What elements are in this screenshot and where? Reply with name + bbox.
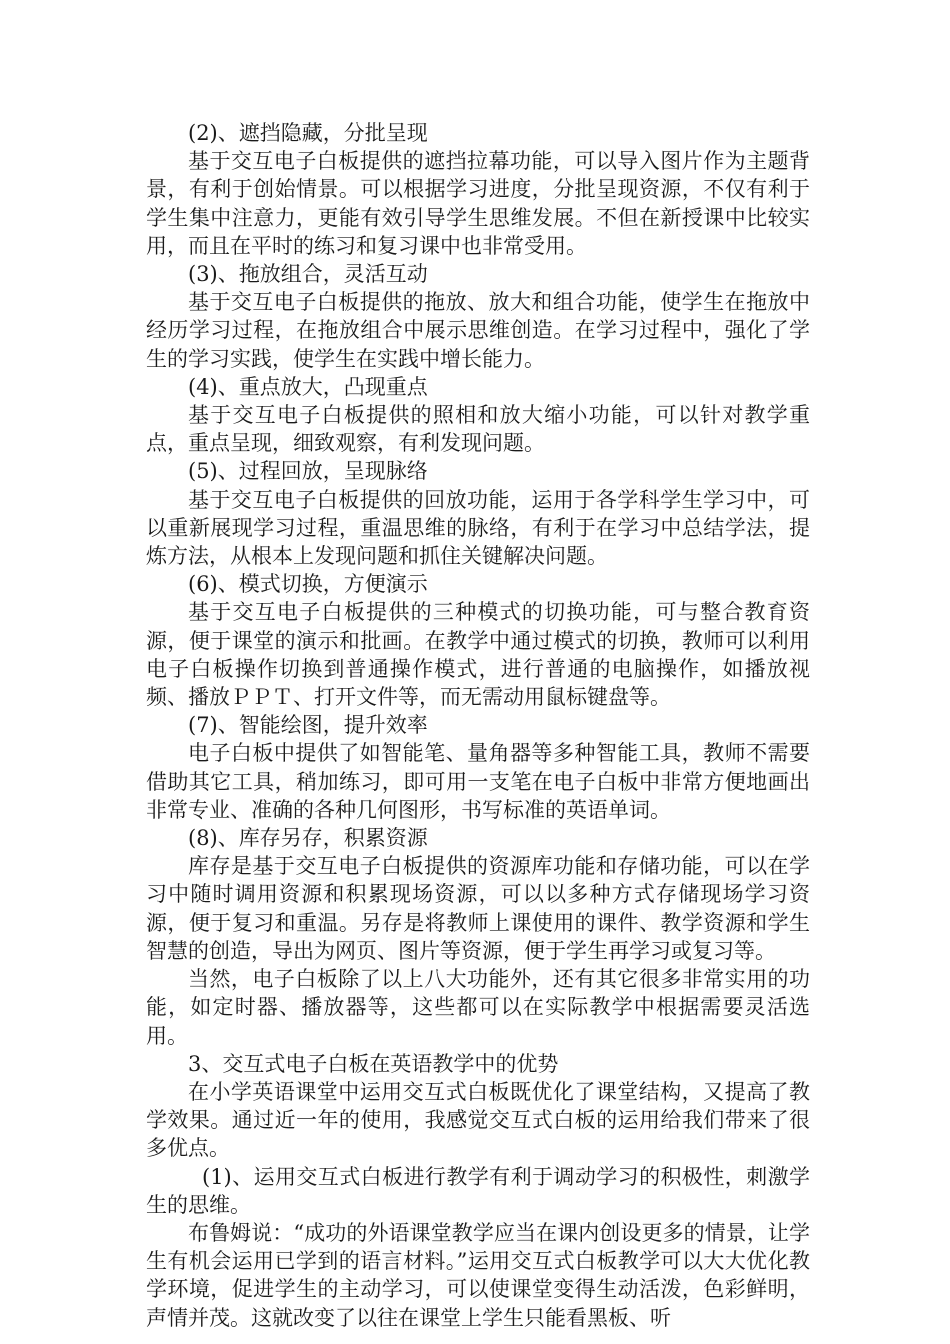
- body-paragraph: 在小学英语课堂中运用交互式白板既优化了课堂结构，又提高了教学效果。通过近一年的使用，我感觉交互式白板的运用给我们带来了很多优点。: [146, 1079, 810, 1161]
- body-paragraph: 电子白板中提供了如智能笔、量角器等多种智能工具，教师不需要借助其它工具，稍加练习，即可用一支笔在电子白板中非常方便地画出非常专业、准确的各种几何图形，书写标准的英语单词。: [146, 741, 810, 822]
- body-paragraph: 基于交互电子白板提供的三种模式的切换功能，可与整合教育资源，便于课堂的演示和批画。在教学中通过模式的切换，教师可以利用电子白板操作切换到普通操作模式，进行普通的电脑操作，如播放视频、播放ＰＰＴ、打开文件等，而无需动用鼠标键盘等。: [146, 600, 810, 710]
- section-heading-3: (3)、拖放组合，灵活互动: [188, 262, 428, 287]
- document-page: [146, 119, 810, 1332]
- sub-section-heading-1: (1)、运用交互式白板进行教学有利于调动学习的积极性，刺激学生的思维。: [146, 1164, 810, 1217]
- body-paragraph: 库存是基于交互电子白板提供的资源库功能和存储功能，可以在学习中随时调用资源和积累现场资源，可以以多种方式存储现场学习资源，便于复习和重温。另存是将教师上课使用的课件、教学资源和学生智慧的创造，导出为网页、图片等资源，便于学生再学习或复习等。: [146, 854, 810, 963]
- main-section-heading: 3、交互式电子白板在英语教学中的优势: [188, 1051, 559, 1076]
- body-paragraph: 基于交互电子白板提供的回放功能，运用于各学科学生学习中，可以重新展现学习过程，重温思维的脉络，有利于在学习中总结学法，提炼方法，从根本上发现问题和抓住关键解决问题。: [146, 487, 810, 569]
- section-heading-8: (8)、库存另存，积累资源: [188, 826, 428, 851]
- section-heading-6: (6)、模式切换，方便演示: [188, 572, 428, 597]
- body-paragraph: 基于交互电子白板提供的拖放、放大和组合功能，使学生在拖放中经历学习过程，在拖放组合中展示思维创造。在学习过程中，强化了学生的学习实践，使学生在实践中增长能力。: [146, 290, 810, 371]
- body-paragraph: 当然，电子白板除了以上八大功能外，还有其它很多非常实用的功能，如定时器、播放器等，这些都可以在实际教学中根据需要灵活选用。: [146, 967, 810, 1048]
- body-paragraph: 基于交互电子白板提供的照相和放大缩小功能，可以针对教学重点，重点呈现，细致观察，有利发现问题。: [146, 403, 810, 456]
- body-paragraph: 布鲁姆说：“成功的外语课堂教学应当在课内创设更多的情景，让学生有机会运用已学到的语言材料。”运用交互式白板教学可以大大优化教学环境，促进学生的主动学习，可以使课堂变得生动活泼，色彩鲜明，声情并茂。这就改变了以往在课堂上学生只能看黑板、听: [146, 1220, 810, 1330]
- section-heading-2: (2)、遮挡隐藏，分批呈现: [188, 121, 428, 145]
- section-heading-5: (5)、过程回放，呈现脉络: [188, 459, 428, 484]
- section-heading-4: (4)、重点放大，凸现重点: [188, 374, 428, 399]
- body-paragraph: 基于交互电子白板提供的遮挡拉幕功能，可以导入图片作为主题背景，有利于创始情景。可以根据学习进度，分批呈现资源，不仅有利于学生集中注意力，更能有效引导学生思维发展。不但在新授课中比较实用，而且在平时的练习和复习课中也非常受用。: [146, 149, 810, 258]
- section-heading-7: (7)、智能绘图，提升效率: [188, 713, 428, 738]
